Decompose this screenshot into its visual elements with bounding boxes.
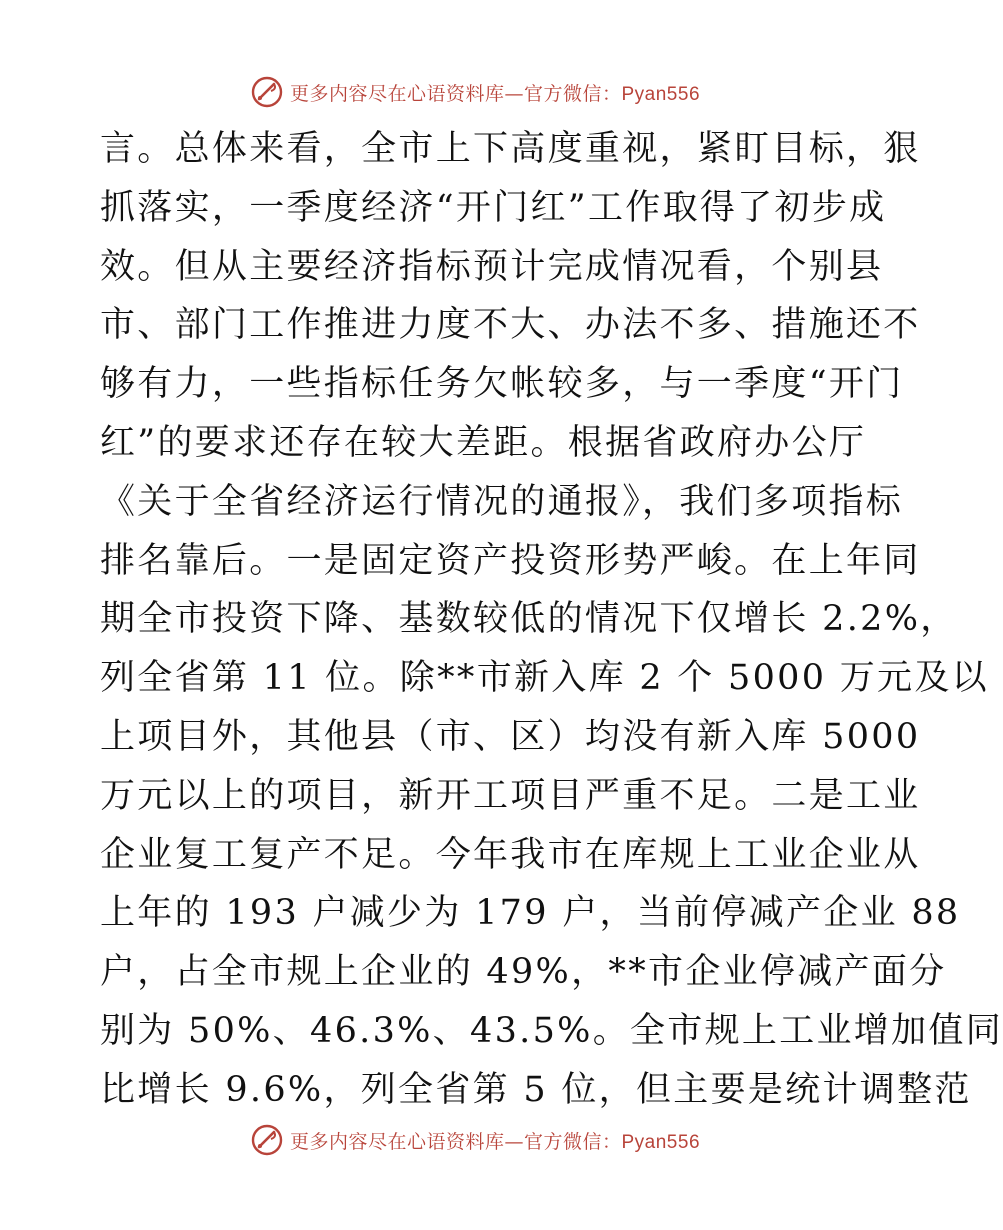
footer-watermark (0, 1120, 950, 1160)
document-body (100, 120, 1003, 1120)
body-text-line: 户，占全市规上企业的 49%，**市企业停减产面分 (100, 952, 947, 993)
body-text-line: 期全市投资下降、基数较低的情况下仅增长 2.2%， (100, 599, 958, 640)
body-text-line: 言。总体来看，全市上下高度重视，紧盯目标，狠 (100, 129, 921, 169)
body-text-line: 《关于全省经济运行情况的通报》，我们多项指标 (100, 481, 904, 522)
body-text-line: 万元以上的项目，新开工项目严重不足。二是工业 (100, 775, 921, 816)
body-text-line: 市、部门工作推进力度不大、办法不多、措施还不 (100, 305, 921, 346)
quill-logo-icon (250, 1123, 284, 1157)
body-text-line: 上年的 193 户减少为 179 户，当前停减产企业 88 (100, 893, 961, 934)
body-text-line: 比增长 9.6%，列全省第 5 位，但主要是统计调整范 (100, 1069, 972, 1110)
watermark-text: 更多内容尽在心语资料库—官方微信：Pyan556 (289, 82, 701, 105)
body-text-line: 列全省第 11 位。除**市新入库 2 个 5000 万元及以 (100, 658, 989, 699)
body-text-line: 够有力，一些指标任务欠帐较多，与一季度“开门 (100, 364, 904, 405)
body-text-line: 排名靠后。一是固定资产投资形势严峻。在上年同 (100, 540, 921, 581)
watermark-wechat-id: Pyan556 (621, 1131, 701, 1153)
body-text-line: 别为 50%、46.3%、43.5%。全市规上工业增加值同 (100, 1010, 1003, 1051)
body-text-line: 效。但从主要经济指标预计完成情况看，个别县 (100, 246, 884, 287)
body-text-line: 抓落实，一季度经济“开门红”工作取得了初步成 (100, 187, 887, 228)
body-text-line: 上项目外，其他县（市、区）均没有新入库 5000 (100, 716, 921, 757)
quill-logo-icon (250, 75, 284, 109)
body-text-line: 企业复工复产不足。今年我市在库规上工业企业从 (100, 834, 921, 875)
header-watermark (0, 72, 950, 112)
watermark-text: 更多内容尽在心语资料库—官方微信：Pyan556 (289, 1130, 701, 1153)
body-text-line: 红”的要求还存在较大差距。根据省政府办公厅 (100, 422, 867, 463)
watermark-wechat-id: Pyan556 (621, 83, 701, 105)
